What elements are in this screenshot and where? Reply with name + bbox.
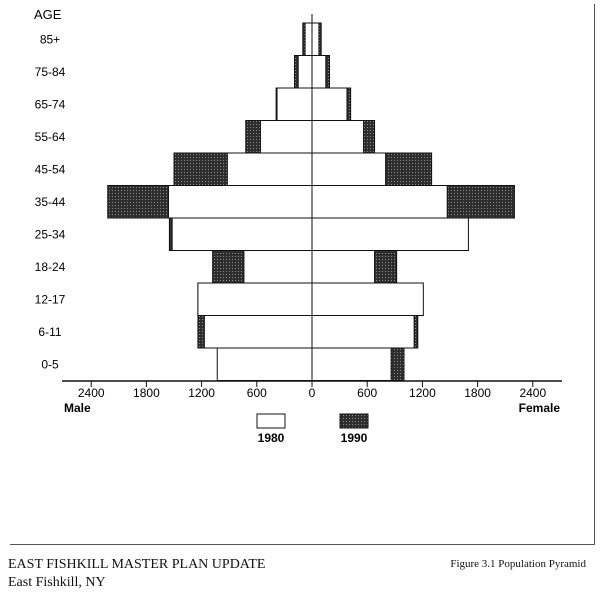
age-label-65-74: 65-74 (34, 97, 66, 112)
bar-1980-female-18-24 (312, 251, 375, 284)
age-label-35-44: 35-44 (34, 194, 66, 209)
bar-1980-female-12-17 (312, 283, 423, 316)
female-label: Female (518, 401, 560, 415)
bar-1980-male-12-17 (198, 283, 312, 316)
x-tick-label: 1200 (409, 386, 436, 400)
bar-1980-female-6-11 (312, 316, 414, 349)
bar-1980-female-55-64 (312, 121, 364, 154)
x-tick-label: 2400 (519, 386, 547, 400)
bar-1980-female-25-34 (312, 218, 468, 251)
bar-1980-male-25-34 (172, 218, 312, 251)
x-tick-label: 600 (246, 386, 267, 400)
bar-1980-male-65-74 (277, 88, 312, 121)
x-tick-label: 1200 (188, 386, 215, 400)
legend-swatch-1980 (257, 414, 285, 428)
age-label-75-84: 75-84 (34, 64, 66, 79)
bar-1980-female-65-74 (312, 88, 347, 121)
bar-1980-male-75-84 (298, 56, 312, 89)
age-label-18-24: 18-24 (34, 259, 66, 274)
age-label-0-5: 0-5 (41, 357, 59, 372)
age-label-55-64: 55-64 (34, 129, 66, 144)
male-label: Male (64, 401, 91, 415)
legend-label-1980: 1980 (257, 431, 285, 445)
bar-1980-female-45-54 (312, 153, 386, 186)
bar-1980-male-0-5 (217, 348, 312, 381)
age-label-85plus: 85+ (39, 32, 61, 47)
bar-1980-female-0-5 (312, 348, 391, 381)
bar-1980-female-85plus (312, 23, 319, 56)
bar-1980-male-18-24 (244, 251, 312, 284)
age-labels (35, 32, 66, 371)
x-tick-label: 2400 (77, 386, 105, 400)
bar-1980-male-35-44 (168, 186, 312, 219)
age-label-6-11: 6-11 (38, 324, 62, 339)
bar-1980-male-6-11 (204, 316, 312, 349)
footer-title: EAST FISHKILL MASTER PLAN UPDATE (8, 557, 266, 572)
x-tick-label: 600 (357, 386, 378, 400)
figure-caption: Figure 3.1 Population Pyramid (450, 558, 586, 570)
x-tick-label: 1800 (133, 386, 160, 400)
x-tick-label: 0 (308, 386, 316, 400)
footer-location: East Fishkill, NY (8, 575, 106, 590)
x-axis (62, 381, 562, 400)
bars-group (108, 14, 515, 381)
bar-1980-male-85plus (305, 23, 312, 56)
age-label-25-34: 25-34 (34, 227, 66, 242)
legend-swatch-1990 (340, 414, 368, 428)
bar-1980-female-35-44 (312, 186, 447, 219)
bar-1980-male-55-64 (260, 121, 312, 154)
bar-1980-female-75-84 (312, 56, 326, 89)
age-label-45-54: 45-54 (34, 162, 66, 177)
age-label-12-17: 12-17 (34, 292, 66, 307)
bar-1980-male-45-54 (227, 153, 312, 186)
legend-label-1990: 1990 (340, 431, 368, 445)
legend (257, 414, 368, 445)
age-axis-title: AGE (34, 7, 62, 22)
x-tick-label: 1800 (464, 386, 491, 400)
footer-left (8, 556, 265, 592)
